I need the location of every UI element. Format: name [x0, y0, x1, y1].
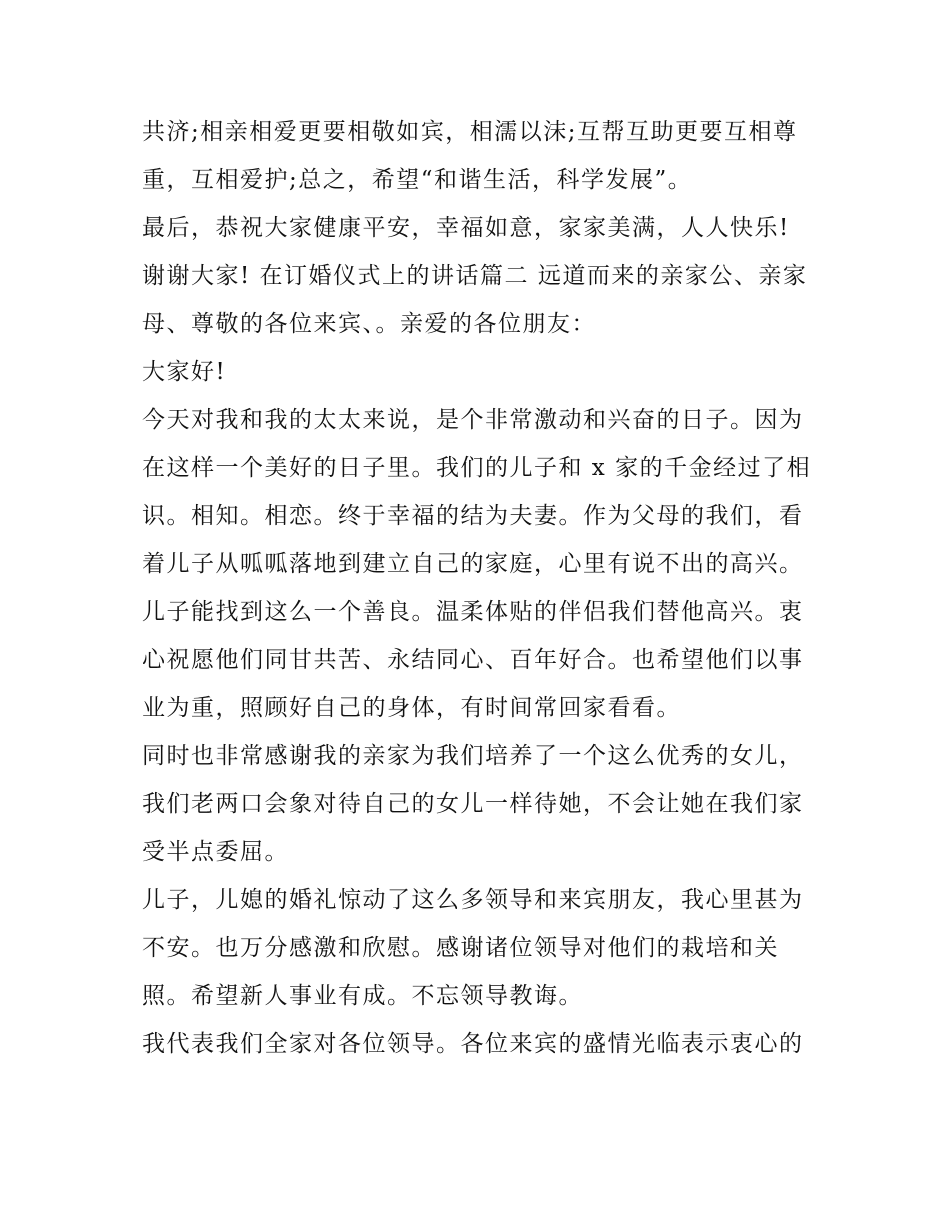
text-line: 不安。也万分感激和欣慰。感谢诸位领导对他们的栽培和关: [142, 935, 779, 961]
text-line: 谢谢大家! 在订婚仪式上的讲话篇二 远道而来的亲家公、亲家: [142, 263, 808, 289]
text-line: 心祝愿他们同甘共苦、永结同心、百年好合。也希望他们以事: [142, 647, 804, 673]
text-line: 最后，恭祝大家健康平安，幸福如意，家家美满，人人快乐!: [142, 215, 790, 241]
text-line: 共济;相亲相爱更要相敬如宾，相濡以沫;互帮互助更要互相尊: [142, 119, 798, 145]
text-line: 我们老两口会象对待自己的女儿一样待她，不会让她在我们家: [142, 791, 804, 817]
document-body: [142, 108, 832, 1068]
text-line: 着儿子从呱呱落地到建立自己的家庭，心里有说不出的高兴。: [142, 551, 804, 577]
text-line: 在这样一个美好的日子里。我们的儿子和 x 家的千金经过了相: [142, 455, 812, 481]
text-line: 母、尊敬的各位来宾、。亲爱的各位朋友：: [142, 311, 596, 337]
text-line: 儿子能找到这么一个善良。温柔体贴的伴侣我们替他高兴。衷: [142, 599, 804, 625]
text-line: 业为重，照顾好自己的身体，有时间常回家看看。: [142, 695, 681, 721]
text-line: 大家好!: [142, 359, 227, 385]
text-line: 我代表我们全家对各位领导。各位来宾的盛情光临表示衷心的: [142, 1031, 804, 1057]
text-line: 照。希望新人事业有成。不忘领导教诲。: [142, 983, 583, 1009]
text-line: 同时也非常感谢我的亲家为我们培养了一个这么优秀的女儿，: [142, 743, 804, 769]
text-line: 儿子，儿媳的婚礼惊动了这么多领导和来宾朋友，我心里甚为: [142, 887, 804, 913]
text-line: 重，互相爱护;总之，希望“和谐生活，科学发展”。: [142, 167, 693, 193]
text-line: 今天对我和我的太太来说，是个非常激动和兴奋的日子。因为: [142, 407, 804, 433]
text-line: 识。相知。相恋。终于幸福的结为夫妻。作为父母的我们，看: [142, 503, 804, 529]
text-line: 受半点委屈。: [142, 839, 289, 865]
